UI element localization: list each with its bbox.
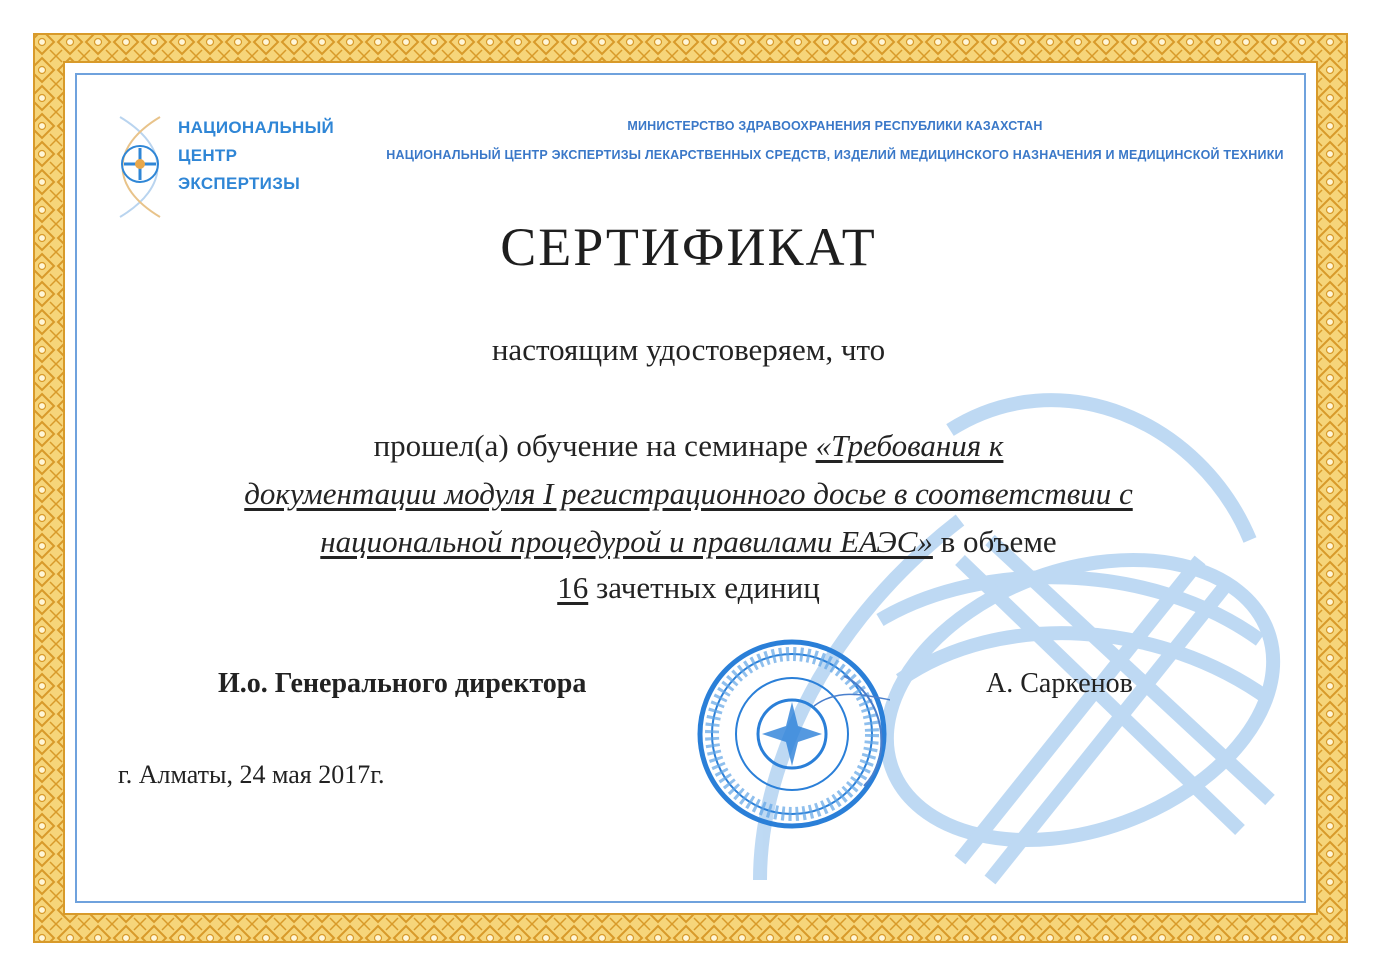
center-heading: НАЦИОНАЛЬНЫЙ ЦЕНТР ЭКСПЕРТИЗЫ ЛЕКАРСТВЕННЫХ СРЕДСТВ, ИЗДЕЛИЙ МЕДИЦИНСКОГО НАЗНАЧЕНИЯ И МЕДИЦИНСКОЙ ТЕХНИКИ — [386, 148, 1284, 162]
seminar-line-3 — [0, 524, 1377, 560]
signatory-name: А. Саркенов — [986, 668, 1133, 699]
logo-line-2: ЦЕНТР — [178, 146, 238, 165]
seminar-title-part-2: документации модуля I регистрационного досье в соответствии с — [244, 476, 1133, 511]
seminar-line-2 — [0, 476, 1377, 512]
credits-line — [0, 570, 1377, 606]
volume-label: в объеме — [940, 524, 1057, 559]
ministry-heading: МИНИСТЕРСТВО ЗДРАВООХРАНЕНИЯ РЕСПУБЛИКИ КАЗАХСТАН — [627, 119, 1043, 133]
logo-subtext-1 — [178, 138, 334, 146]
body-prefix: прошел(а) обучение на семинаре — [373, 428, 808, 463]
logo-subtext-2 — [178, 166, 334, 174]
logo-line-3: ЭКСПЕРТИЗЫ — [178, 174, 301, 193]
issue-date: г. Алматы, 24 мая 2017г. — [118, 760, 385, 789]
credits-label: зачетных единиц — [595, 570, 820, 605]
seminar-title-part-1: «Требования к — [815, 428, 1004, 463]
seminar-line-1 — [0, 428, 1377, 464]
certificate-intro: настоящим удостоверяем, что — [491, 332, 886, 367]
signatory-position: И.о. Генерального директора — [218, 668, 587, 699]
certificate-title: СЕРТИФИКАТ — [500, 217, 877, 277]
logo-line-1: НАЦИОНАЛЬНЫЙ — [178, 118, 335, 137]
credits-value: 16 — [557, 570, 589, 605]
official-stamp — [694, 636, 890, 832]
logo-wordmark — [178, 118, 334, 194]
seminar-title-part-3: национальной процедурой и правилами ЕАЭС» — [320, 524, 933, 559]
